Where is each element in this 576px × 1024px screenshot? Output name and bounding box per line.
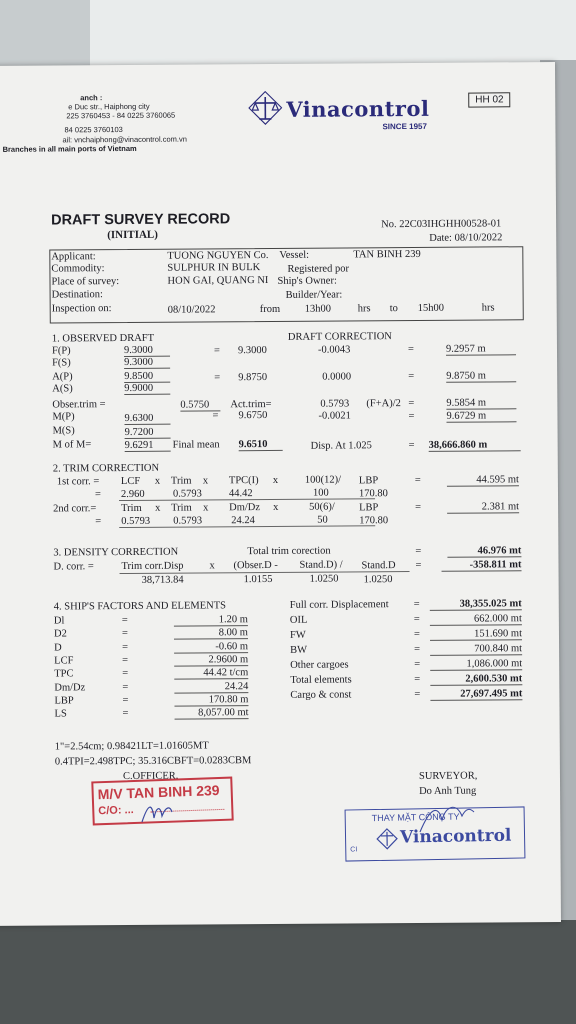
vessel-value: TAN BINH 239 xyxy=(353,248,421,261)
c1-100-value: 100 xyxy=(312,487,329,499)
mofm-label: M of M= xyxy=(52,439,92,451)
a-mean: 9.8750 xyxy=(238,372,268,384)
company-logo xyxy=(248,91,282,130)
eq-sign: = xyxy=(95,516,102,528)
first-corr-label: 1st corr. = xyxy=(56,476,100,488)
ms-label: M(S) xyxy=(52,425,75,437)
surveyor-name: Do Anh Tung xyxy=(419,785,477,797)
element-label: Cargo & const xyxy=(290,689,352,701)
element-value: 27,697.495 mt xyxy=(430,688,522,701)
c2-trim-value: 0.5793 xyxy=(121,515,151,528)
c1-divider xyxy=(119,498,375,501)
final-mean-label: Final mean xyxy=(172,439,220,451)
hrs-label-2: hrs xyxy=(481,302,495,314)
c1-trim-value: 0.5793 xyxy=(172,488,202,500)
eq-sign: = xyxy=(212,410,219,422)
eq-sign: = xyxy=(408,370,415,383)
c1-trim-label: Trim xyxy=(170,475,192,487)
a-correction: 0.0000 xyxy=(322,371,352,383)
factor-label: LBP xyxy=(54,695,74,707)
record-number: No. 22C03IHGHH00528-01 xyxy=(381,218,502,231)
place-label: Place of survey: xyxy=(51,276,120,288)
eq-sign: = xyxy=(414,658,421,670)
eq-sign: = xyxy=(214,372,221,384)
applicant-value: TUONG NGUYEN Co. xyxy=(167,249,269,262)
formula-stand-d-2: Stand.D xyxy=(361,560,396,572)
eq-sign: = xyxy=(407,343,414,356)
density-heading: 3. DENSITY CORRECTION xyxy=(53,546,179,559)
factor-label: D2 xyxy=(53,628,67,640)
eq-sign: = xyxy=(408,439,415,452)
times-sign: x xyxy=(272,474,279,486)
factor-label: Dm/Dz xyxy=(54,681,86,693)
factor-value: 2.9600 m xyxy=(174,654,248,667)
logo-since: SINCE 1957 xyxy=(382,121,427,132)
c1-tpc-value: 44.42 xyxy=(228,488,253,500)
ship-stamp-co: C/O: ... xyxy=(98,804,134,818)
conversion-line-2: 0.4TPI=2.498TPC; 35.316CBFT=0.0283CBM xyxy=(54,755,252,768)
conversion-line-1: 1"=2.54cm; 0.98421LT=1.01605MT xyxy=(54,740,209,753)
eq-sign: = xyxy=(415,559,422,571)
total-trim-label: Total trim corection xyxy=(247,545,331,558)
a-final: 9.8750 m xyxy=(446,370,516,382)
c1-lcf-label: LCF xyxy=(120,475,141,488)
branch-line-6: Branches in all main ports of Vietnam xyxy=(2,143,137,154)
act-trim-label: Act.trim= xyxy=(230,398,272,411)
officer-signature xyxy=(140,800,174,826)
applicant-label: Applicant: xyxy=(51,251,96,263)
c1-tpc-label: TPC(I) xyxy=(228,475,259,487)
dcorr-label: D. corr. = xyxy=(53,561,94,573)
vessel-label: Vessel: xyxy=(279,249,310,261)
eq-sign: = xyxy=(122,708,129,720)
factor-label: LCF xyxy=(54,655,74,667)
factor-value: -0.60 m xyxy=(174,641,248,654)
fs-label: F(S) xyxy=(52,357,71,369)
eq-sign: = xyxy=(415,501,422,513)
eq-sign: = xyxy=(122,668,129,680)
dcorr-value: -358.811 mt xyxy=(441,559,521,572)
owner-label: Ship's Owner: xyxy=(277,275,337,287)
disp-value: 38,666.860 m xyxy=(429,439,521,452)
inspection-date: 08/10/2022 xyxy=(167,304,216,316)
density-v4: 1.0250 xyxy=(363,574,393,586)
mofm-value: 9.6291 xyxy=(125,440,171,452)
c2-50-label: 50(6)/ xyxy=(309,501,335,513)
branch-line-1: anch : xyxy=(80,93,103,103)
eq-sign: = xyxy=(408,397,415,410)
times-sign: x xyxy=(209,560,215,572)
ship-stamp-name: M/V TAN BINH 239 xyxy=(97,782,220,803)
element-label: FW xyxy=(289,629,306,641)
draft-survey-sheet xyxy=(0,62,561,926)
c1-lbp-label: LBP xyxy=(358,475,379,487)
disp-label: Disp. At 1.025 xyxy=(310,440,372,452)
eq-sign: = xyxy=(413,628,420,640)
fa2-label: (F+A)/2 xyxy=(366,398,401,410)
eq-sign: = xyxy=(122,694,129,706)
eq-sign: = xyxy=(413,598,420,610)
c2-lbp-value: 170.80 xyxy=(359,515,389,527)
density-v2: 1.0155 xyxy=(243,573,273,586)
scales-icon xyxy=(248,91,282,125)
element-label: Other cargoes xyxy=(290,659,349,671)
trim-correction-heading: 2. TRIM CORRECTION xyxy=(52,462,160,475)
c2-trim2-label: Trim xyxy=(171,502,192,514)
element-value: 151.690 mt xyxy=(430,628,522,641)
fa2-value: 9.5854 m xyxy=(446,397,516,409)
record-date: Date: 08/10/2022 xyxy=(429,232,503,244)
branch-line-5: ail: vnchaiphong@vinacontrol.com.vn xyxy=(62,134,187,145)
mp-label: M(P) xyxy=(52,411,75,423)
fp-label: F(P) xyxy=(51,345,71,357)
element-label: Total elements xyxy=(290,674,352,686)
times-sign: x xyxy=(273,501,279,513)
formula-trim-corr-disp: Trim corr.Disp xyxy=(121,560,184,573)
element-label: OIL xyxy=(289,614,308,626)
factor-label: D xyxy=(54,642,62,654)
f-correction: -0.0043 xyxy=(317,344,351,356)
element-value: 662.000 mt xyxy=(430,613,522,626)
eq-sign: = xyxy=(414,688,421,700)
factors-heading: 4. SHIP'S FACTORS AND ELEMENTS xyxy=(53,600,226,613)
branch-line-3: 225 3760453 - 84 0225 3760065 xyxy=(66,110,176,121)
as-label: A(S) xyxy=(52,383,73,395)
draft-correction-heading: DRAFT CORRECTION xyxy=(287,331,392,343)
logo-name: Vinacontrol xyxy=(286,95,430,122)
obs-trim-label: Obser.trim = xyxy=(52,399,106,411)
from-time: 13h00 xyxy=(304,303,331,315)
eq-sign: = xyxy=(121,614,128,627)
surveyor-signature xyxy=(416,798,476,838)
eq-sign: = xyxy=(121,628,128,640)
second-corr-label: 2nd corr.= xyxy=(53,503,97,515)
hrs-label-1: hrs xyxy=(357,303,371,315)
final-mean-value: 9.6510 xyxy=(239,439,283,451)
factor-value: 44.42 t/cm xyxy=(174,667,248,680)
c1-lcf-value: 2.960 xyxy=(120,488,145,501)
times-sign: x xyxy=(202,475,209,487)
stamp-scales-icon xyxy=(376,828,398,850)
c2-50-value: 50 xyxy=(317,514,328,526)
place-value: HON GAI, QUANG NI xyxy=(167,274,269,287)
eq-sign: = xyxy=(414,643,421,655)
company-stamp-ci: CI xyxy=(350,846,358,854)
element-value: 38,355.025 mt xyxy=(430,598,522,611)
eq-sign: = xyxy=(414,673,421,685)
factor-value: 170.80 m xyxy=(174,694,248,707)
officer-label: C.OFFICER, xyxy=(122,770,179,783)
times-sign: x xyxy=(154,475,161,487)
ap-label: A(P) xyxy=(52,371,73,383)
factor-label: LS xyxy=(54,708,67,720)
obs-trim-value: 0.5750 xyxy=(180,399,220,411)
factor-label: Dl xyxy=(53,615,65,627)
record-subtitle: (INITIAL) xyxy=(107,228,158,242)
times-sign: x xyxy=(155,502,161,514)
form-code: HH 02 xyxy=(468,92,510,107)
element-label: Full corr. Displacement xyxy=(289,599,389,611)
formula-obser-d: (Obser.D - xyxy=(233,559,278,572)
company-stamp-top: THAY MẶT CÔNG TY xyxy=(371,811,460,824)
factor-value: 8.00 m xyxy=(174,627,248,640)
eq-sign: = xyxy=(415,545,422,557)
c2-lbp-label: LBP xyxy=(359,502,379,514)
surveyor-label: SURVEYOR, xyxy=(418,770,478,782)
ms-value: 9.7200 xyxy=(125,427,171,439)
to-label: to xyxy=(389,303,398,315)
total-trim-value: 46.976 mt xyxy=(447,545,521,558)
factor-value: 24.24 xyxy=(174,681,248,694)
c2-dmdz-label: Dm/Dz xyxy=(229,502,261,514)
factor-value: 1.20 m xyxy=(174,614,248,627)
element-label: BW xyxy=(290,644,308,656)
density-v1: 38,713.84 xyxy=(141,574,184,586)
destination-label: Destination: xyxy=(51,289,103,301)
times-sign: x xyxy=(203,502,209,514)
eq-sign: = xyxy=(414,474,421,486)
inspection-label: Inspection on: xyxy=(51,303,112,315)
formula-stand-d: Stand.D) / xyxy=(299,559,343,571)
builder-label: Builder/Year: xyxy=(285,289,343,301)
element-value: 2,600.530 mt xyxy=(430,673,522,686)
record-title: DRAFT SURVEY RECORD xyxy=(51,211,231,229)
c1-100-label: 100(12)/ xyxy=(304,474,342,486)
ap-value: 9.8500 xyxy=(124,371,170,383)
factor-label: TPC xyxy=(54,668,74,680)
c2-divider xyxy=(119,525,375,528)
density-v3: 1.0250 xyxy=(309,573,339,585)
commodity-label: Commodity: xyxy=(51,263,105,275)
act-trim-value: 0.5793 xyxy=(320,398,350,410)
c2-trim2-value: 0.5793 xyxy=(173,515,203,527)
eq-sign: = xyxy=(122,654,129,666)
branch-line-4: 84 0225 3760103 xyxy=(64,125,123,135)
company-stamp-name: Vinacontrol xyxy=(399,825,512,848)
eq-sign: = xyxy=(408,410,415,423)
eq-sign: = xyxy=(94,489,101,501)
first-corr-result: 44.595 mt xyxy=(447,474,519,487)
registered-port-label: Registered por xyxy=(287,263,349,275)
branch-line-2: e Duc str., Haiphong city xyxy=(68,101,150,112)
c2-dmdz-value: 24.24 xyxy=(231,515,255,527)
factor-value: 8,057.00 mt xyxy=(174,707,248,720)
eq-sign: = xyxy=(122,681,129,693)
eq-sign: = xyxy=(413,613,420,625)
background-bottom xyxy=(0,920,576,1024)
f-mean: 9.3000 xyxy=(237,345,267,357)
to-time: 15h00 xyxy=(417,302,444,314)
element-value: 1,086.000 mt xyxy=(430,658,522,671)
m-final: 9.6729 m xyxy=(446,410,516,422)
commodity-value: SULPHUR IN BULK xyxy=(167,262,261,274)
c1-lbp-value: 170.80 xyxy=(358,488,388,500)
c2-trim-label: Trim xyxy=(121,502,142,515)
mp-value: 9.6300 xyxy=(124,413,170,425)
f-final: 9.2957 m xyxy=(446,343,516,355)
observed-draft-heading: 1. OBSERVED DRAFT xyxy=(51,332,155,345)
fp-value: 9.3000 xyxy=(124,345,170,357)
element-value: 700.840 mt xyxy=(430,643,522,656)
second-corr-result: 2.381 mt xyxy=(447,501,519,514)
m-mean: 9.6750 xyxy=(238,410,268,422)
m-correction: -0.0021 xyxy=(318,410,351,422)
fs-value: 9.3000 xyxy=(124,357,170,369)
as-value: 9.9000 xyxy=(124,383,170,395)
eq-sign: = xyxy=(213,345,220,357)
from-label: from xyxy=(259,303,281,316)
eq-sign: = xyxy=(122,641,129,653)
